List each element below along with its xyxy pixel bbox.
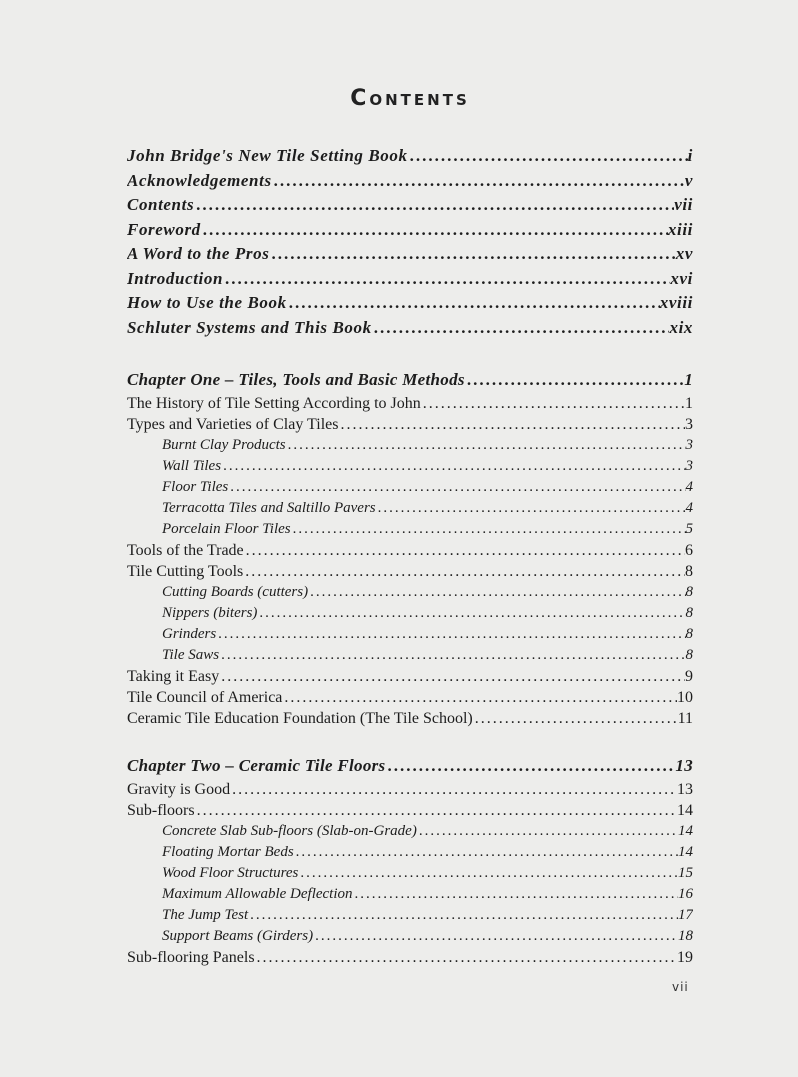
- toc-entry-title: Tile Council of America: [127, 689, 283, 706]
- dot-leader: [216, 626, 685, 643]
- toc-entry-title: Acknowledgements: [127, 170, 272, 190]
- toc-entry-title: Cutting Boards (cutters): [162, 584, 309, 600]
- toc-page-number: 9: [685, 668, 693, 685]
- toc-page-number: xv: [675, 244, 693, 263]
- toc-entry-title: Support Beams (Girders): [162, 928, 314, 944]
- dot-leader: [272, 171, 685, 191]
- dot-leader: [286, 437, 686, 454]
- toc-entry: [127, 781, 693, 802]
- toc-entry-title: Chapter One – Tiles, Tools and Basic Methods: [127, 370, 465, 389]
- dot-leader: [291, 521, 686, 538]
- dot-leader: [223, 269, 670, 289]
- toc-entry: [127, 710, 693, 731]
- toc-entry: [127, 563, 693, 584]
- dot-leader: [298, 865, 678, 882]
- toc-page-number: 14: [678, 823, 693, 839]
- dot-leader: [313, 928, 678, 945]
- toc-subentry: [127, 928, 693, 949]
- dot-leader: [287, 293, 660, 313]
- toc-subentry: [127, 437, 693, 458]
- toc-page-number: 8: [685, 626, 693, 642]
- toc-entry-title: The Jump Test: [162, 907, 249, 923]
- toc-entry-title: Tile Cutting Tools: [127, 563, 244, 580]
- toc-entry: [127, 220, 693, 245]
- toc-subentry: [127, 605, 693, 626]
- toc-subentry: [127, 886, 693, 907]
- toc-page-number: xix: [669, 317, 693, 337]
- toc-entry-title: Nippers (biters): [162, 605, 258, 621]
- dot-leader: [195, 802, 677, 820]
- toc-entry: [127, 171, 693, 196]
- toc-subentry: [127, 626, 693, 647]
- dot-leader: [421, 395, 685, 413]
- dot-leader: [338, 416, 685, 434]
- toc-entry-title: Porcelain Floor Tiles: [162, 521, 291, 537]
- toc-entry-title: Terracotta Tiles and Saltillo Pavers: [162, 500, 376, 516]
- toc-entry-title: Contents: [127, 195, 195, 214]
- toc-page-number: 13: [677, 781, 693, 798]
- toc-entry: [127, 949, 693, 970]
- dot-leader: [221, 458, 685, 475]
- dot-leader: [385, 756, 675, 776]
- toc-entry-title: Concrete Slab Sub-floors (Slab-on-Grade): [162, 823, 417, 839]
- toc-entry: [127, 395, 693, 416]
- dot-leader: [408, 146, 688, 166]
- dot-leader: [294, 844, 678, 861]
- toc-entry: [127, 269, 693, 294]
- toc-entry-title: The History of Tile Setting According to John: [127, 395, 421, 412]
- toc-page-number: 1: [685, 395, 693, 412]
- toc-entry-title: Taking it Easy: [127, 668, 220, 685]
- toc-page-number: 8: [685, 647, 693, 663]
- toc-entry-title: Grinders: [162, 626, 217, 642]
- toc-entry: [127, 318, 693, 343]
- toc-entry-title: Gravity is Good: [127, 781, 231, 798]
- toc-page-number: 11: [677, 710, 693, 727]
- toc-subentry: [127, 521, 693, 542]
- toc-entry: [127, 689, 693, 710]
- dot-leader: [473, 710, 678, 728]
- toc-page-number: 8: [685, 563, 693, 580]
- page-number: vii: [672, 980, 689, 994]
- toc-entry-title: Tile Saws: [162, 647, 220, 663]
- toc-page-number: 14: [677, 802, 693, 819]
- dot-leader: [465, 370, 684, 390]
- toc-entry-title: Schluter Systems and This Book: [127, 317, 372, 337]
- toc-entry-title: Ceramic Tile Education Foundation (The Tile School): [127, 710, 473, 727]
- toc-page-number: v: [684, 170, 693, 190]
- toc-subentry: [127, 479, 693, 500]
- dot-leader: [228, 479, 685, 496]
- toc-entry-title: Introduction: [127, 268, 224, 288]
- toc-page-number: 3: [685, 416, 693, 433]
- dot-leader: [372, 318, 670, 338]
- chapter-two-list: [127, 756, 693, 970]
- toc-subentry: [127, 907, 693, 928]
- toc-entry-title: Chapter Two – Ceramic Tile Floors: [127, 756, 386, 775]
- dot-leader: [243, 563, 685, 581]
- toc-page-number: i: [687, 146, 693, 165]
- dot-leader: [376, 500, 686, 517]
- toc-entry: [127, 293, 693, 318]
- toc-chapter-heading: [127, 370, 693, 394]
- toc-page-number: 6: [685, 542, 693, 559]
- toc-page-number: 3: [685, 437, 693, 453]
- toc-entry-title: Floor Tiles: [162, 479, 229, 495]
- toc-entry-title: Wall Tiles: [162, 458, 222, 474]
- toc-page-number: 10: [677, 689, 693, 706]
- toc-page-number: 18: [678, 928, 693, 944]
- toc-subentry: [127, 500, 693, 521]
- toc-page-number: 4: [685, 500, 693, 516]
- toc-entry-title: Types and Varieties of Clay Tiles: [127, 416, 339, 433]
- toc-entry: [127, 802, 693, 823]
- toc-page-number: 8: [685, 584, 693, 600]
- toc-entry-title: Floating Mortar Beds: [162, 844, 294, 860]
- toc-page-number: xiii: [667, 219, 693, 239]
- dot-leader: [255, 949, 677, 967]
- toc-entry-title: Burnt Clay Products: [162, 437, 286, 453]
- toc-entry-title: Tools of the Trade: [127, 542, 244, 559]
- toc-page-number: 5: [685, 521, 693, 537]
- page-title: Contents: [350, 86, 470, 111]
- toc-page-number: vii: [674, 195, 693, 214]
- toc-entry-title: Foreword: [127, 219, 201, 239]
- dot-leader: [282, 689, 677, 707]
- dot-leader: [417, 823, 678, 840]
- toc-entry: [127, 195, 693, 220]
- toc-subentry: [127, 584, 693, 605]
- toc-page-number: 3: [685, 458, 693, 474]
- toc-entry: [127, 542, 693, 563]
- toc-entry-title: Wood Floor Structures: [162, 865, 299, 881]
- dot-leader: [194, 195, 674, 215]
- toc-entry-title: Maximum Allowable Deflection: [162, 886, 353, 902]
- toc-page-number: xviii: [659, 293, 693, 312]
- dot-leader: [244, 542, 685, 560]
- toc-page-number: 4: [685, 479, 693, 495]
- toc-entry: [127, 244, 693, 269]
- toc-page-number: xvi: [670, 268, 693, 288]
- toc-page-number: 19: [677, 949, 693, 966]
- dot-leader: [248, 907, 678, 924]
- toc-entry-title: A Word to the Pros: [127, 244, 270, 263]
- toc-subentry: [127, 823, 693, 844]
- toc-page-number: 1: [684, 370, 693, 389]
- chapter-one-list: [127, 370, 693, 731]
- toc-page-number: 15: [678, 865, 693, 881]
- dot-leader: [257, 605, 685, 622]
- dot-leader: [219, 668, 685, 686]
- toc-chapter-heading: [127, 756, 693, 780]
- toc-entry-title: Sub-floors: [127, 802, 195, 819]
- toc-subentry: [127, 844, 693, 865]
- toc-page-number: 13: [675, 756, 693, 775]
- toc-subentry: [127, 458, 693, 479]
- toc-entry-title: John Bridge's New Tile Setting Book: [127, 146, 408, 165]
- toc-entry: [127, 668, 693, 689]
- toc-entry: [127, 416, 693, 437]
- toc-entry-title: Sub-flooring Panels: [127, 949, 255, 966]
- dot-leader: [201, 220, 668, 240]
- toc-subentry: [127, 865, 693, 886]
- front-matter-list: [127, 146, 693, 342]
- toc-subentry: [127, 647, 693, 668]
- toc-entry-title: How to Use the Book: [127, 293, 287, 312]
- toc-page-number: 16: [678, 886, 693, 902]
- dot-leader: [269, 244, 675, 264]
- toc-page-number: 17: [678, 907, 693, 923]
- dot-leader: [308, 584, 685, 601]
- dot-leader: [230, 781, 677, 799]
- toc-entry: [127, 146, 693, 171]
- toc-page-number: 14: [678, 844, 693, 860]
- toc-page-number: 8: [685, 605, 693, 621]
- dot-leader: [353, 886, 678, 903]
- dot-leader: [219, 647, 685, 664]
